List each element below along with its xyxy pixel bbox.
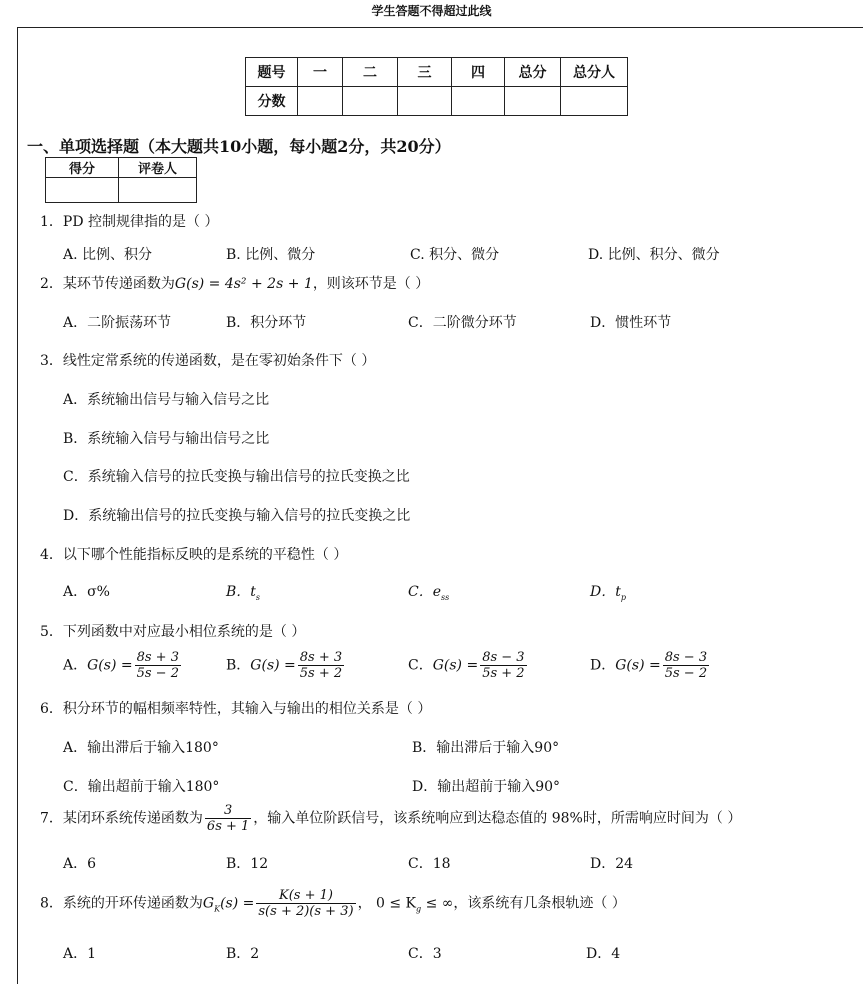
- grader-cell: 评卷人: [119, 158, 197, 178]
- score-table: [245, 57, 628, 116]
- section-title: 一、单项选择题（本大题共10小题，每小题2分，共20分）: [27, 137, 451, 156]
- score-cell: 题号: [246, 58, 298, 87]
- option: D．24: [590, 856, 634, 872]
- stem-text: ，则该环节是（ ）: [312, 276, 430, 292]
- grader-table: [45, 157, 197, 203]
- option: D．$t_p$: [590, 584, 626, 602]
- fraction: $\frac{8s + 3}{5s - 2}$: [136, 650, 179, 681]
- option: A．二阶振荡环节: [63, 315, 172, 331]
- option: C. 积分、微分: [410, 247, 500, 263]
- question-stem: 6．积分环节的幅相频率特性，其输入与输出的相位关系是（ ）: [40, 701, 432, 717]
- option: A．系统输出信号与输入信号之比: [63, 392, 270, 408]
- question-stem: [40, 273, 429, 293]
- option: D．G(s) = $\frac{8s - 3}{5s - 2}$: [590, 650, 708, 681]
- score-input-cell[interactable]: [452, 87, 505, 116]
- score-cell: 总分人: [561, 58, 628, 87]
- option: C．二阶微分环节: [408, 315, 517, 331]
- option: B．G(s) = $\frac{8s + 3}{5s + 2}$: [226, 650, 343, 681]
- score-cell: 一: [298, 58, 343, 87]
- option: A．G(s) = $\frac{8s + 3}{5s - 2}$: [63, 650, 179, 681]
- score-cell: 三: [398, 58, 452, 87]
- option: C．系统输入信号的拉氏变换与输出信号的拉氏变换之比: [63, 469, 410, 485]
- fraction: $\frac{8s - 3}{5s + 2}$: [482, 650, 525, 681]
- score-cell: 四: [452, 58, 505, 87]
- option: C．输出超前于输入180°: [63, 779, 220, 795]
- option: B．系统输入信号与输出信号之比: [63, 431, 270, 447]
- score-table-header-row: [246, 58, 628, 87]
- answer-boundary-note: 学生答题不得超过此线: [371, 4, 492, 18]
- question-stem: 5．下列函数中对应最小相位系统的是（ ）: [40, 624, 306, 640]
- grader-input-cell[interactable]: [119, 178, 197, 203]
- score-input-cell[interactable]: [343, 87, 398, 116]
- option: C．$e_{ss}$: [408, 584, 450, 602]
- question-stem: 4．以下哪个性能指标反映的是系统的平稳性（ ）: [40, 547, 348, 563]
- score-cell: 分数: [246, 87, 298, 116]
- score-cell: 二: [343, 58, 398, 87]
- option: D. 比例、积分、微分: [588, 247, 720, 263]
- option: A．输出滞后于输入180°: [63, 740, 219, 756]
- option: B．积分环节: [226, 315, 307, 331]
- option: D．4: [586, 946, 621, 962]
- score-input-cell[interactable]: [561, 87, 628, 116]
- option: D．惯性环节: [590, 315, 672, 331]
- fraction: $\frac{3}{6s + 1}$: [206, 803, 250, 834]
- fraction: $\frac{K(s + 1)}{s(s + 2)(s + 3)}$: [258, 888, 354, 919]
- grader-cell: 得分: [46, 158, 119, 178]
- option: B．2: [226, 946, 260, 962]
- score-input-cell[interactable]: [298, 87, 343, 116]
- math-expression: G(s) = 4s² + 2s + 1: [174, 276, 313, 292]
- option: D．系统输出信号的拉氏变换与输入信号的拉氏变换之比: [63, 508, 411, 524]
- option: C．3: [408, 946, 442, 962]
- score-input-cell[interactable]: [398, 87, 452, 116]
- option: A．6: [63, 856, 97, 872]
- question-stem: 8．系统的开环传递函数为$G_K(s)$ = $\frac{K(s + 1)}{s(s + 2)(s + 3)}$ ， $0 \le K_g$ ≤ ∞，该系统有几条根轨迹（ ）: [40, 888, 626, 919]
- stem-text: 2．某环节传递函数为: [40, 276, 175, 292]
- fraction: $\frac{8s + 3}{5s + 2}$: [299, 650, 343, 681]
- option: A．1: [63, 946, 97, 962]
- question-stem: 1．PD 控制规律指的是（ ）: [40, 214, 219, 230]
- option: B．$t_s$: [226, 584, 261, 602]
- option: A．σ%: [63, 584, 110, 600]
- option: C．18: [408, 856, 451, 872]
- option: A. 比例、积分: [63, 247, 153, 263]
- grader-input-cell[interactable]: [46, 178, 119, 203]
- score-cell: 总分: [505, 58, 561, 87]
- fraction: $\frac{8s - 3}{5s - 2}$: [664, 650, 708, 681]
- option: C．G(s) = $\frac{8s - 3}{5s + 2}$: [408, 650, 525, 681]
- option: B．12: [226, 856, 269, 872]
- score-input-cell[interactable]: [505, 87, 561, 116]
- option: B．输出滞后于输入90°: [412, 740, 560, 756]
- option: B. 比例、微分: [226, 247, 316, 263]
- option: D．输出超前于输入90°: [412, 779, 561, 795]
- question-stem: 7．某闭环系统传递函数为 $\frac{3}{6s + 1}$ ，输入单位阶跃信号，该系统响应到达稳态值的 98%时，所需响应时间为（ ）: [40, 803, 742, 834]
- question-stem: 3．线性定常系统的传递函数，是在零初始条件下（ ）: [40, 353, 376, 369]
- score-table-value-row: [246, 87, 628, 116]
